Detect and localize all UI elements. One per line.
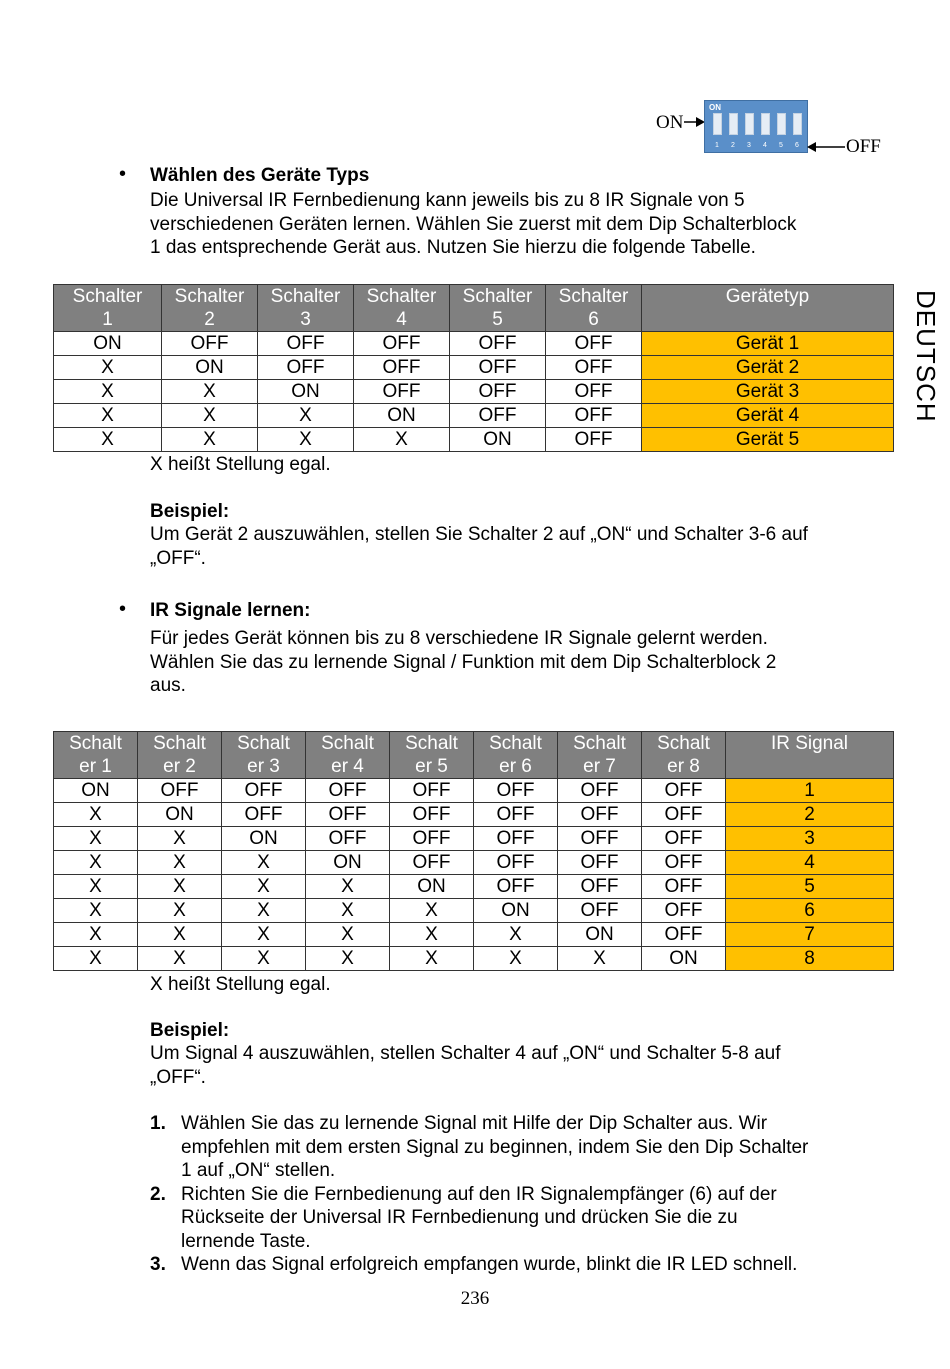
table-row <box>54 380 894 404</box>
switch-cell: OFF <box>390 827 474 851</box>
table-row <box>54 332 894 356</box>
arrow-right-icon <box>684 115 706 129</box>
switch-cell: OFF <box>222 779 306 803</box>
switch-cell: OFF <box>258 356 354 380</box>
switch-cell: OFF <box>450 380 546 404</box>
switch-cell: X <box>54 947 138 971</box>
switch-cell: OFF <box>354 332 450 356</box>
switch-cell: ON <box>390 875 474 899</box>
column-header: Schalt er 1 <box>54 732 138 779</box>
switch-cell: ON <box>54 779 138 803</box>
column-header: Schalt er 5 <box>390 732 474 779</box>
result-cell: 7 <box>726 923 894 947</box>
side-language-tab: DEUTSCH <box>911 290 941 423</box>
table-row <box>54 827 894 851</box>
bullet-dot: • <box>119 163 127 185</box>
switch-cell: X <box>138 827 222 851</box>
switch-cell: OFF <box>450 404 546 428</box>
switch-cell: X <box>162 428 258 452</box>
switch-cell: ON <box>450 428 546 452</box>
switch-cell: OFF <box>642 779 726 803</box>
column-header: Schalt er 6 <box>474 732 558 779</box>
page-number: 236 <box>460 1288 490 1309</box>
switch-cell: ON <box>354 404 450 428</box>
switch-cell: X <box>306 923 390 947</box>
switch-cell: OFF <box>450 356 546 380</box>
example-text <box>150 523 870 570</box>
switch-cell: X <box>306 899 390 923</box>
column-header: Schalt er 4 <box>306 732 390 779</box>
switch-cell: X <box>54 356 162 380</box>
result-cell: 8 <box>726 947 894 971</box>
step-item <box>150 1112 860 1183</box>
switch-cell: OFF <box>450 332 546 356</box>
switch-cell: X <box>54 428 162 452</box>
column-header: Schalt er 2 <box>138 732 222 779</box>
dip-off-label: OFF <box>846 136 881 157</box>
example-line: Um Signal 4 auszuwählen, stellen Schalter 4 auf „ON“ und Schalter 5-8 auf <box>150 1043 781 1064</box>
step-item <box>150 1183 860 1254</box>
example-line: „OFF“. <box>150 1066 206 1088</box>
example-label: Beispiel: <box>150 501 230 522</box>
switch-cell: OFF <box>138 779 222 803</box>
step-line: Wenn das Signal erfolgreich empfangen wurde, blinkt die IR LED schnell. <box>181 1254 798 1275</box>
switch-cell: OFF <box>390 803 474 827</box>
switch-cell: OFF <box>642 923 726 947</box>
table-note: X heißt Stellung egal. <box>150 454 331 475</box>
example-line: „OFF“. <box>150 547 206 569</box>
switch-cell: OFF <box>558 851 642 875</box>
paragraph-line: verschiedenen Geräten lernen. Wählen Sie zuerst mit dem Dip Schalterblock <box>150 213 797 235</box>
switch-cell: X <box>54 875 138 899</box>
result-cell: 1 <box>726 779 894 803</box>
switch-cell: X <box>258 404 354 428</box>
section-paragraph-ir-learn <box>150 627 870 698</box>
switch-cell: OFF <box>258 332 354 356</box>
switch-cell: OFF <box>474 875 558 899</box>
section-heading-device-type: Wählen des Geräte Typs <box>150 165 370 186</box>
ir-signal-table <box>53 731 894 971</box>
switch-cell: OFF <box>642 875 726 899</box>
switch-cell: OFF <box>474 827 558 851</box>
switch-cell: ON <box>54 332 162 356</box>
example-text <box>150 1042 870 1089</box>
arrow-left-icon <box>807 140 845 154</box>
column-header: Schalt er 3 <box>222 732 306 779</box>
switch-cell: ON <box>258 380 354 404</box>
dip-number: 5 <box>779 142 783 149</box>
dip-toggle <box>713 113 722 135</box>
switch-cell: ON <box>222 827 306 851</box>
switch-cell: X <box>354 428 450 452</box>
column-header: Schalter 1 <box>54 285 162 332</box>
step-number: 3. <box>150 1254 166 1275</box>
switch-cell: X <box>222 923 306 947</box>
example-line: Um Gerät 2 auszuwählen, stellen Sie Schalter 2 auf „ON“ und Schalter 3-6 auf <box>150 524 808 545</box>
paragraph-line: Die Universal IR Fernbedienung kann jeweils bis zu 8 IR Signale von 5 <box>150 190 745 211</box>
switch-cell: X <box>138 947 222 971</box>
switch-cell: X <box>54 803 138 827</box>
table-note: X heißt Stellung egal. <box>150 974 331 995</box>
column-header: Schalter 3 <box>258 285 354 332</box>
switch-cell: X <box>54 923 138 947</box>
switch-cell: X <box>138 923 222 947</box>
switch-cell: X <box>54 404 162 428</box>
step-line: empfehlen mit dem ersten Signal zu beginnen, indem Sie den Dip Schalter <box>181 1136 809 1158</box>
dip-on-label: ON <box>656 112 684 133</box>
switch-cell: ON <box>642 947 726 971</box>
switch-cell: X <box>54 827 138 851</box>
switch-cell: OFF <box>474 779 558 803</box>
switch-cell: OFF <box>642 851 726 875</box>
switch-cell: OFF <box>558 875 642 899</box>
table-row <box>54 851 894 875</box>
step-line: 1 auf „ON“ stellen. <box>181 1160 336 1181</box>
switch-cell: X <box>54 380 162 404</box>
column-header: Schalter 4 <box>354 285 450 332</box>
switch-cell: X <box>162 404 258 428</box>
example-label: Beispiel: <box>150 1020 230 1041</box>
section-paragraph-device-type <box>150 189 870 260</box>
result-cell: Gerät 2 <box>642 356 894 380</box>
switch-cell: OFF <box>642 899 726 923</box>
column-header-ir-signal: IR Signal <box>726 732 894 779</box>
column-header: Schalt er 8 <box>642 732 726 779</box>
dip-switch-block <box>704 100 808 153</box>
switch-cell: X <box>222 899 306 923</box>
switch-cell: X <box>390 923 474 947</box>
switch-cell: OFF <box>546 428 642 452</box>
switch-cell: OFF <box>546 356 642 380</box>
paragraph-line: 1 das entsprechende Gerät aus. Nutzen Sie hierzu die folgende Tabelle. <box>150 237 756 258</box>
dip-number: 2 <box>731 142 735 149</box>
switch-cell: OFF <box>642 827 726 851</box>
result-cell: Gerät 3 <box>642 380 894 404</box>
result-cell: Gerät 1 <box>642 332 894 356</box>
column-header: Schalter 5 <box>450 285 546 332</box>
switch-cell: OFF <box>546 332 642 356</box>
table-row <box>54 404 894 428</box>
dip-toggle <box>777 113 786 135</box>
step-number: 2. <box>150 1183 166 1205</box>
table-row <box>54 428 894 452</box>
switch-cell: OFF <box>558 803 642 827</box>
result-cell: 6 <box>726 899 894 923</box>
table-row <box>54 923 894 947</box>
switch-cell: X <box>306 947 390 971</box>
paragraph-line: aus. <box>150 675 186 696</box>
switch-cell: OFF <box>642 803 726 827</box>
switch-cell: OFF <box>162 332 258 356</box>
step-line: lernende Taste. <box>181 1230 311 1252</box>
dip-toggle <box>761 113 770 135</box>
switch-cell: X <box>138 875 222 899</box>
column-header: Schalter 6 <box>546 285 642 332</box>
switch-cell: X <box>474 947 558 971</box>
switch-cell: X <box>258 428 354 452</box>
dip-block-on-text: ON <box>709 103 721 112</box>
paragraph-line: Wählen Sie das zu lernende Signal / Funktion mit dem Dip Schalterblock 2 <box>150 651 777 673</box>
step-line: Rückseite der Universal IR Fernbedienung und drücken Sie die zu <box>181 1207 738 1228</box>
switch-cell: X <box>390 899 474 923</box>
switch-cell: OFF <box>306 827 390 851</box>
result-cell: Gerät 5 <box>642 428 894 452</box>
switch-cell: OFF <box>546 380 642 404</box>
switch-cell: X <box>54 899 138 923</box>
switch-cell: X <box>222 947 306 971</box>
table-header-row <box>54 732 894 779</box>
dip-toggle <box>793 113 802 135</box>
switch-cell: OFF <box>558 779 642 803</box>
bullet-dot: • <box>119 598 127 620</box>
switch-cell: X <box>138 899 222 923</box>
step-item <box>150 1253 860 1277</box>
column-header-device-type: Gerätetyp <box>642 285 894 332</box>
switch-cell: OFF <box>354 356 450 380</box>
step-line: Wählen Sie das zu lernende Signal mit Hilfe der Dip Schalter aus. Wir <box>181 1113 768 1134</box>
dip-number: 1 <box>715 142 719 149</box>
switch-cell: ON <box>474 899 558 923</box>
result-cell: 4 <box>726 851 894 875</box>
switch-cell: X <box>54 851 138 875</box>
dip-number: 3 <box>747 142 751 149</box>
switch-cell: OFF <box>558 899 642 923</box>
dip-toggle <box>745 113 754 135</box>
switch-cell: OFF <box>222 803 306 827</box>
table-row <box>54 356 894 380</box>
switch-cell: OFF <box>306 779 390 803</box>
paragraph-line: Für jedes Gerät können bis zu 8 verschiedene IR Signale gelernt werden. <box>150 628 768 649</box>
switch-cell: X <box>222 875 306 899</box>
dip-toggle <box>729 113 738 135</box>
switch-cell: ON <box>162 356 258 380</box>
step-number: 1. <box>150 1113 166 1134</box>
column-header: Schalt er 7 <box>558 732 642 779</box>
steps-list <box>150 1112 860 1277</box>
dip-number: 4 <box>763 142 767 149</box>
table-row <box>54 779 894 803</box>
switch-cell: OFF <box>390 779 474 803</box>
switch-cell: OFF <box>474 803 558 827</box>
switch-cell: X <box>138 851 222 875</box>
switch-cell: OFF <box>354 380 450 404</box>
result-cell: 3 <box>726 827 894 851</box>
switch-cell: OFF <box>390 851 474 875</box>
switch-cell: OFF <box>306 803 390 827</box>
switch-cell: OFF <box>558 827 642 851</box>
switch-cell: ON <box>306 851 390 875</box>
table-row <box>54 803 894 827</box>
result-cell: 5 <box>726 875 894 899</box>
switch-cell: X <box>162 380 258 404</box>
result-cell: Gerät 4 <box>642 404 894 428</box>
switch-cell: ON <box>138 803 222 827</box>
dip-number: 6 <box>795 142 799 149</box>
step-line: Richten Sie die Fernbedienung auf den IR Signalempfänger (6) auf der <box>181 1183 777 1205</box>
switch-cell: X <box>390 947 474 971</box>
table-row <box>54 875 894 899</box>
switch-cell: X <box>474 923 558 947</box>
result-cell: 2 <box>726 803 894 827</box>
column-header: Schalter 2 <box>162 285 258 332</box>
switch-cell: X <box>306 875 390 899</box>
switch-cell: ON <box>558 923 642 947</box>
device-type-table <box>53 284 894 452</box>
switch-cell: X <box>558 947 642 971</box>
switch-cell: OFF <box>474 851 558 875</box>
table-row <box>54 899 894 923</box>
table-header-row <box>54 285 894 332</box>
section-heading-ir-learn: IR Signale lernen: <box>150 600 311 621</box>
switch-cell: X <box>222 851 306 875</box>
table-row <box>54 947 894 971</box>
switch-cell: OFF <box>546 404 642 428</box>
